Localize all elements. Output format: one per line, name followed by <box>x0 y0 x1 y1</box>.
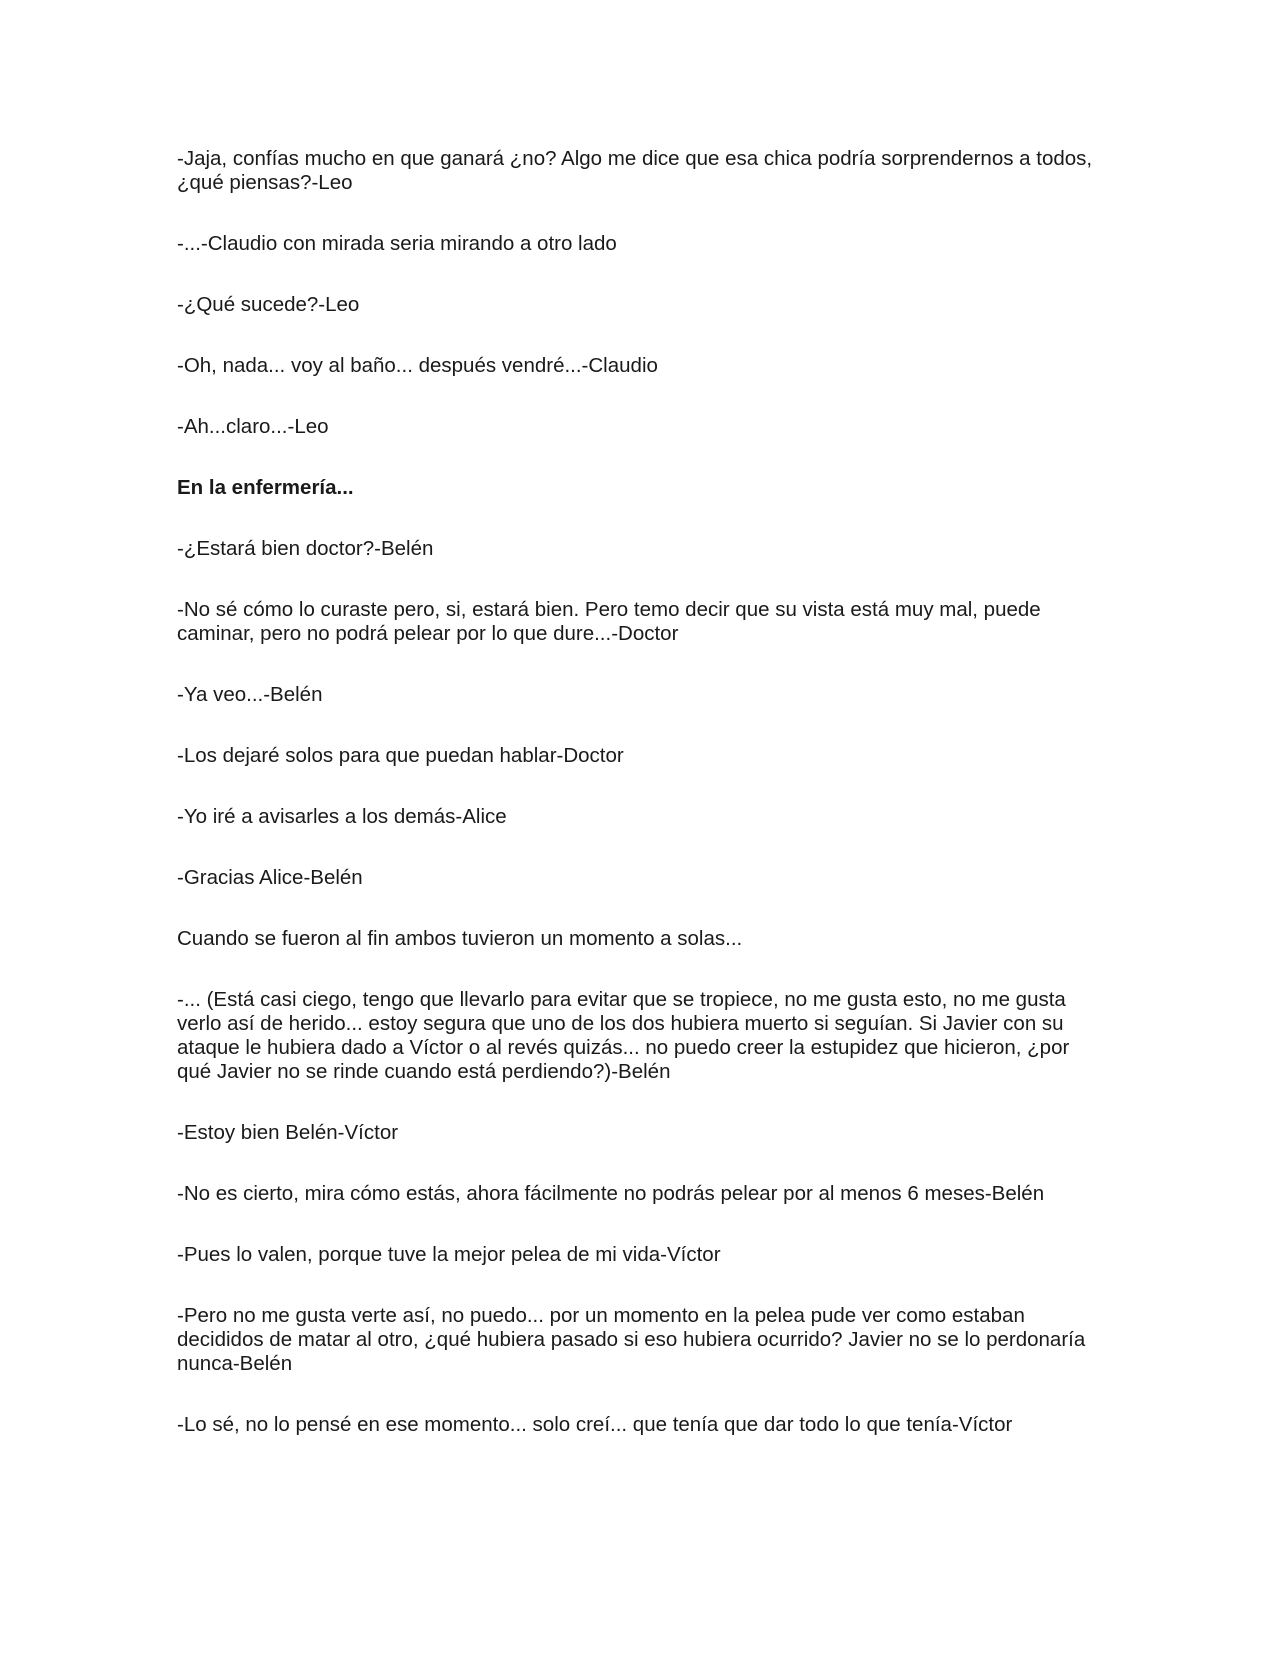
paragraph: -¿Estará bien doctor?-Belén <box>177 537 434 560</box>
paragraph: -Estoy bien Belén-Víctor <box>177 1121 399 1144</box>
paragraph: -Oh, nada... voy al baño... después vendré...-Claudio <box>177 354 658 377</box>
paragraph: Cuando se fueron al fin ambos tuvieron un momento a solas... <box>177 927 743 950</box>
paragraph: -Jaja, confías mucho en que ganará ¿no? Algo me dice que esa chica podría sorprendernos a todos, ¿qué piensas?-Leo <box>177 147 1093 194</box>
document-page <box>177 147 1097 1474</box>
paragraph: -Lo sé, no lo pensé en ese momento... solo creí... que tenía que dar todo lo que tenía-Víctor <box>177 1413 1013 1436</box>
paragraph: -Yo iré a avisarles a los demás-Alice <box>177 805 507 828</box>
paragraph: -Gracias Alice-Belén <box>177 866 363 889</box>
paragraph: -Pues lo valen, porque tuve la mejor pelea de mi vida-Víctor <box>177 1243 721 1266</box>
paragraph: -Los dejaré solos para que puedan hablar-Doctor <box>177 744 624 767</box>
paragraph: -... (Está casi ciego, tengo que llevarlo para evitar que se tropiece, no me gusta esto, no me gusta verlo así de herido... estoy segura que uno de los dos hubiera muerto si seguían. Si Javier con su ataque le hubiera dado a Víctor o al revés quizás... no puedo creer la estupidez que hicieron, ¿por qué Javier no se rinde cuando está perdiendo?)-Belén <box>177 988 1070 1083</box>
paragraph: -Pero no me gusta verte así, no puedo... por un momento en la pelea pude ver como estaban decididos de matar al otro, ¿qué hubiera pasado si eso hubiera ocurrido? Javier no se lo perdonaría nunca-Belén <box>177 1304 1086 1375</box>
paragraph: -Ya veo...-Belén <box>177 683 323 706</box>
scene-heading: En la enfermería... <box>177 476 354 499</box>
paragraph: -¿Qué sucede?-Leo <box>177 293 360 316</box>
paragraph: -No sé cómo lo curaste pero, si, estará bien. Pero temo decir que su vista está muy mal, puede caminar, pero no podrá pelear por lo que dure...-Doctor <box>177 598 1041 645</box>
paragraph: -No es cierto, mira cómo estás, ahora fácilmente no podrás pelear por al menos 6 meses-Belén <box>177 1182 1045 1205</box>
paragraph: -Ah...claro...-Leo <box>177 415 329 438</box>
paragraph: -...-Claudio con mirada seria mirando a otro lado <box>177 232 617 255</box>
